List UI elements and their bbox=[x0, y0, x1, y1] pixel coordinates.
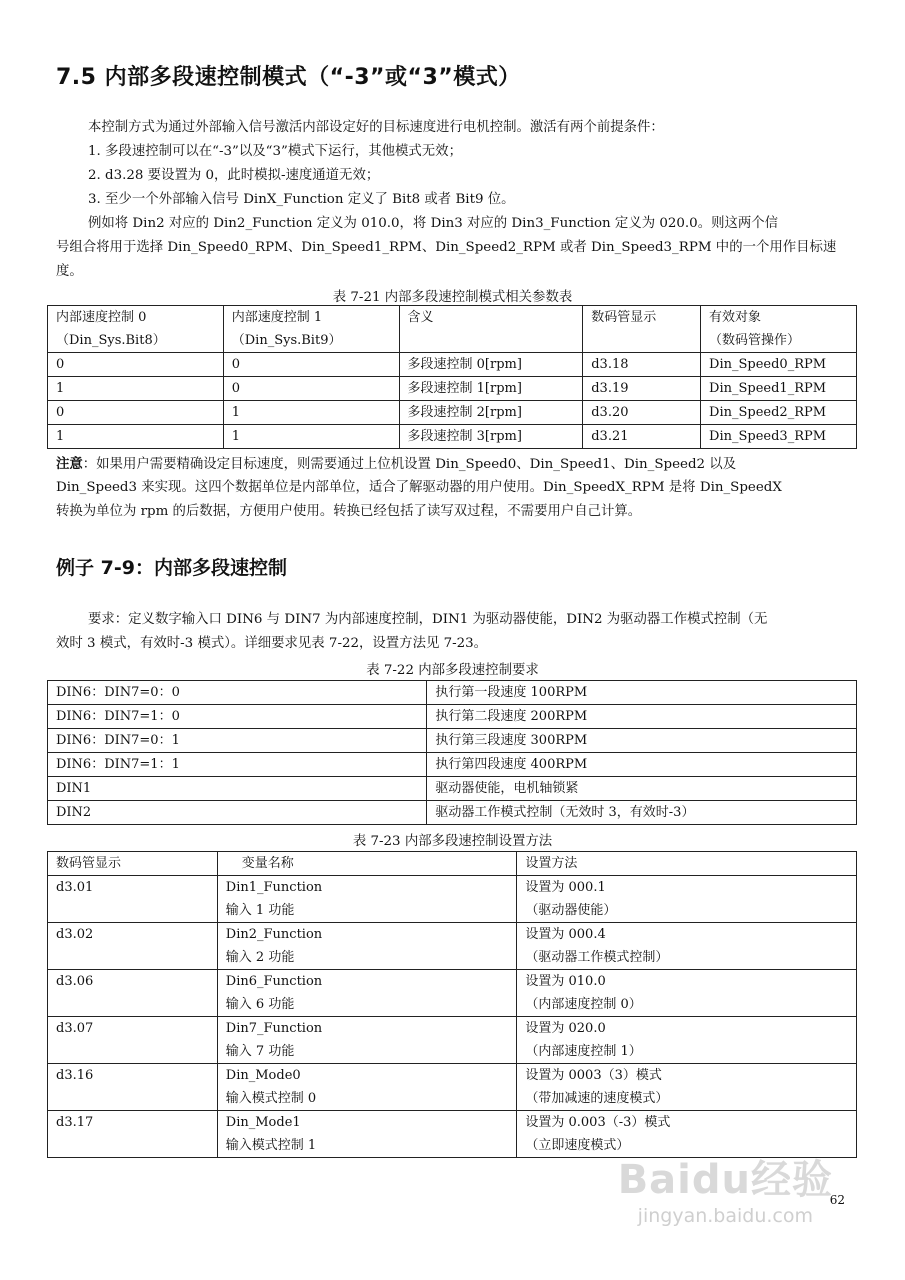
header-cell: 数码管显示 bbox=[583, 306, 701, 353]
table-23-caption: 表 7-23 内部多段速控制设置方法 bbox=[352, 834, 553, 849]
table-cell: 设置为 000.4 （驱动器工作模式控制） bbox=[517, 923, 857, 970]
table-header-row bbox=[48, 852, 857, 876]
table-cell: DIN2 bbox=[48, 801, 427, 825]
table-row bbox=[48, 1017, 857, 1064]
table-cell: Din_Speed2_RPM bbox=[701, 401, 857, 425]
table-cell: 设置为 0.003（-3）模式 （立即速度模式） bbox=[517, 1111, 857, 1158]
table-23 bbox=[47, 851, 857, 1158]
table-cell: 执行第四段速度 400RPM bbox=[427, 753, 857, 777]
table-row bbox=[48, 923, 857, 970]
table-cell: 多段速控制 1[rpm] bbox=[399, 377, 583, 401]
table-cell: DIN6：DIN7=1：0 bbox=[48, 705, 427, 729]
intro-line-7: 度。 bbox=[56, 264, 83, 279]
table-cell: 1 bbox=[223, 401, 399, 425]
table-cell: d3.16 bbox=[48, 1064, 218, 1111]
table-cell: 0 bbox=[223, 377, 399, 401]
table-cell: d3.20 bbox=[583, 401, 701, 425]
table-cell: 多段速控制 2[rpm] bbox=[399, 401, 583, 425]
table-cell: Din2_Function 输入 2 功能 bbox=[217, 923, 517, 970]
watermark bbox=[618, 1148, 833, 1227]
table-cell: 多段速控制 3[rpm] bbox=[399, 425, 583, 449]
table-cell: d3.17 bbox=[48, 1111, 218, 1158]
table-cell: Din7_Function 输入 7 功能 bbox=[217, 1017, 517, 1064]
table-row bbox=[48, 753, 857, 777]
header-cell: 有效对象 （数码管操作） bbox=[701, 306, 857, 353]
intro-line-5: 例如将 Din2 对应的 Din2_Function 定义为 010.0，将 Din3 对应的 Din3_Function 定义为 020.0。则这两个信 bbox=[88, 216, 779, 231]
table-cell: 执行第二段速度 200RPM bbox=[427, 705, 857, 729]
requirement-line-1: 要求：定义数字输入口 DIN6 与 DIN7 为内部速度控制，DIN1 为驱动器使能，DIN2 为驱动器工作模式控制（无 bbox=[88, 612, 768, 627]
note-label: 注意 bbox=[56, 456, 83, 472]
table-cell: Din_Speed0_RPM bbox=[701, 353, 857, 377]
table-cell: Din_Speed3_RPM bbox=[701, 425, 857, 449]
table-row bbox=[48, 1064, 857, 1111]
table-cell: 设置为 000.1 （驱动器使能） bbox=[517, 876, 857, 923]
table-row bbox=[48, 801, 857, 825]
table-cell: 多段速控制 0[rpm] bbox=[399, 353, 583, 377]
table-row bbox=[48, 777, 857, 801]
table-21-caption: 表 7-21 内部多段速控制模式相关参数表 bbox=[332, 290, 573, 305]
table-cell: 1 bbox=[223, 425, 399, 449]
table-row bbox=[48, 876, 857, 923]
intro-line-4: 3. 至少一个外部输入信号 DinX_Function 定义了 Bit8 或者 Bit9 位。 bbox=[88, 192, 515, 207]
header-cell: 内部速度控制 1 （Din_Sys.Bit9） bbox=[223, 306, 399, 353]
table-cell: 0 bbox=[223, 353, 399, 377]
intro-line-3: 2. d3.28 要设置为 0，此时模拟-速度通道无效； bbox=[88, 168, 380, 183]
table-cell: Din1_Function 输入 1 功能 bbox=[217, 876, 517, 923]
table-cell: 驱动器工作模式控制（无效时 3，有效时-3） bbox=[427, 801, 857, 825]
table-cell: d3.18 bbox=[583, 353, 701, 377]
table-cell: d3.02 bbox=[48, 923, 218, 970]
table-row bbox=[48, 425, 857, 449]
section-title: 7.5 内部多段速控制模式（“-3”或“3”模式） bbox=[56, 65, 521, 90]
table-cell: 0 bbox=[48, 353, 224, 377]
header-cell: 数码管显示 bbox=[48, 852, 218, 876]
requirement-line-2: 效时 3 模式，有效时-3 模式）。详细要求见表 7-22，设置方法见 7-23。 bbox=[56, 636, 488, 651]
table-cell: d3.07 bbox=[48, 1017, 218, 1064]
table-row bbox=[48, 681, 857, 705]
table-cell: DIN6：DIN7=1：1 bbox=[48, 753, 427, 777]
header-cell: 内部速度控制 0 （Din_Sys.Bit8） bbox=[48, 306, 224, 353]
baidu-logo: Baidu经验 bbox=[617, 1157, 833, 1203]
table-cell: 设置为 010.0 （内部速度控制 0） bbox=[517, 970, 857, 1017]
table-cell: DIN1 bbox=[48, 777, 427, 801]
table-row bbox=[48, 401, 857, 425]
note-line-1: 注意：如果用户需要精确设定目标速度，则需要通过上位机设置 Din_Speed0、Din_Speed1、Din_Speed2 以及 bbox=[56, 456, 737, 472]
table-cell: DIN6：DIN7=0：0 bbox=[48, 681, 427, 705]
table-cell: 1 bbox=[48, 377, 224, 401]
table-row bbox=[48, 970, 857, 1017]
table-cell: 设置为 020.0 （内部速度控制 1） bbox=[517, 1017, 857, 1064]
table-cell: Din_Mode0 输入模式控制 0 bbox=[217, 1064, 517, 1111]
table-row bbox=[48, 705, 857, 729]
table-cell: 驱动器使能，电机轴锁紧 bbox=[427, 777, 857, 801]
page-number: 62 bbox=[829, 1193, 845, 1207]
table-cell: Din6_Function 输入 6 功能 bbox=[217, 970, 517, 1017]
header-cell: 含义 bbox=[399, 306, 583, 353]
table-cell: 设置为 0003（3）模式 （带加减速的速度模式） bbox=[517, 1064, 857, 1111]
table-cell: d3.06 bbox=[48, 970, 218, 1017]
note-line-3: 转换为单位为 rpm 的后数据，方便用户使用。转换已经包括了读写双过程，不需要用户自己计算。 bbox=[56, 504, 642, 519]
table-21 bbox=[47, 305, 857, 449]
table-row bbox=[48, 377, 857, 401]
intro-line-2: 1. 多段速控制可以在“-3”以及“3”模式下运行，其他模式无效； bbox=[88, 144, 462, 159]
table-22 bbox=[47, 680, 857, 825]
watermark-url: jingyan.baidu.com bbox=[637, 1205, 814, 1227]
table-cell: d3.19 bbox=[583, 377, 701, 401]
note-line-2: Din_Speed3 来实现。这四个数据单位是内部单位，适合了解驱动器的用户使用。Din_SpeedX_RPM 是将 Din_SpeedX bbox=[56, 480, 782, 495]
table-cell: 执行第一段速度 100RPM bbox=[427, 681, 857, 705]
example-title: 例子 7-9：内部多段速控制 bbox=[56, 557, 287, 579]
intro-line-6: 号组合将用于选择 Din_Speed0_RPM、Din_Speed1_RPM、Din_Speed2_RPM 或者 Din_Speed3_RPM 中的一个用作目标速 bbox=[56, 240, 837, 255]
table-cell: d3.21 bbox=[583, 425, 701, 449]
table-row bbox=[48, 353, 857, 377]
table-cell: d3.01 bbox=[48, 876, 218, 923]
intro-line-1: 本控制方式为通过外部输入信号激活内部设定好的目标速度进行电机控制。激活有两个前提条件： bbox=[88, 120, 664, 135]
table-22-caption: 表 7-22 内部多段速控制要求 bbox=[366, 663, 539, 678]
table-cell: 1 bbox=[48, 425, 224, 449]
table-cell: 0 bbox=[48, 401, 224, 425]
table-cell: DIN6：DIN7=0：1 bbox=[48, 729, 427, 753]
table-cell: Din_Mode1 输入模式控制 1 bbox=[217, 1111, 517, 1158]
table-row bbox=[48, 729, 857, 753]
table-header-row bbox=[48, 306, 857, 353]
table-cell: Din_Speed1_RPM bbox=[701, 377, 857, 401]
header-cell: 变量名称 bbox=[217, 852, 517, 876]
header-cell: 设置方法 bbox=[517, 852, 857, 876]
table-cell: 执行第三段速度 300RPM bbox=[427, 729, 857, 753]
